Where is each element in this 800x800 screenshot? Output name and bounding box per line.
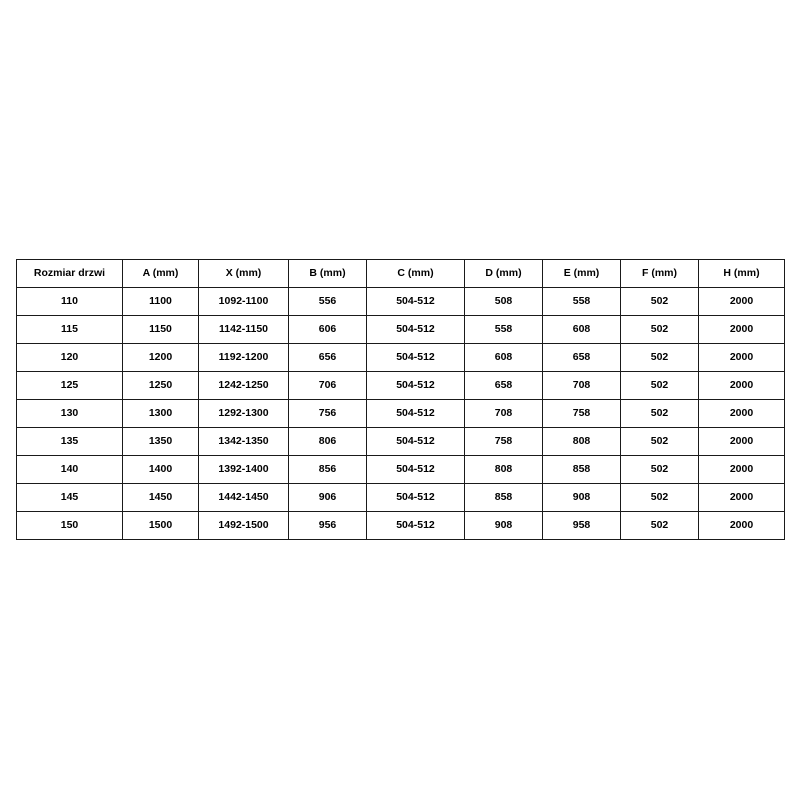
cell-x: 1392-1400: [199, 456, 289, 484]
cell-x: 1092-1100: [199, 288, 289, 316]
specification-table-container: [16, 259, 784, 540]
cell-door-size: 140: [17, 456, 123, 484]
cell-b: 706: [289, 372, 367, 400]
cell-h: 2000: [699, 428, 785, 456]
cell-door-size: 135: [17, 428, 123, 456]
cell-c: 504-512: [367, 456, 465, 484]
cell-a: 1350: [123, 428, 199, 456]
table-header: [17, 260, 785, 288]
cell-b: 756: [289, 400, 367, 428]
column-header-b: B (mm): [289, 260, 367, 288]
cell-door-size: 130: [17, 400, 123, 428]
table-row: [17, 288, 785, 316]
cell-e: 658: [543, 344, 621, 372]
column-header-door-size: Rozmiar drzwi: [17, 260, 123, 288]
cell-d: 908: [465, 512, 543, 540]
cell-b: 956: [289, 512, 367, 540]
cell-f: 502: [621, 484, 699, 512]
cell-f: 502: [621, 316, 699, 344]
cell-b: 856: [289, 456, 367, 484]
cell-e: 908: [543, 484, 621, 512]
cell-d: 608: [465, 344, 543, 372]
cell-f: 502: [621, 512, 699, 540]
column-header-h: H (mm): [699, 260, 785, 288]
specification-table: [16, 259, 785, 540]
cell-x: 1442-1450: [199, 484, 289, 512]
column-header-d: D (mm): [465, 260, 543, 288]
cell-b: 556: [289, 288, 367, 316]
cell-door-size: 115: [17, 316, 123, 344]
cell-e: 858: [543, 456, 621, 484]
cell-door-size: 125: [17, 372, 123, 400]
cell-x: 1292-1300: [199, 400, 289, 428]
cell-c: 504-512: [367, 484, 465, 512]
cell-h: 2000: [699, 316, 785, 344]
cell-b: 606: [289, 316, 367, 344]
cell-x: 1492-1500: [199, 512, 289, 540]
cell-x: 1142-1150: [199, 316, 289, 344]
cell-c: 504-512: [367, 288, 465, 316]
table-row: [17, 372, 785, 400]
table-header-row: [17, 260, 785, 288]
cell-a: 1500: [123, 512, 199, 540]
cell-f: 502: [621, 428, 699, 456]
cell-door-size: 145: [17, 484, 123, 512]
cell-e: 758: [543, 400, 621, 428]
cell-f: 502: [621, 456, 699, 484]
cell-x: 1242-1250: [199, 372, 289, 400]
table-row: [17, 400, 785, 428]
table-row: [17, 428, 785, 456]
cell-b: 906: [289, 484, 367, 512]
table-row: [17, 484, 785, 512]
cell-a: 1100: [123, 288, 199, 316]
cell-a: 1300: [123, 400, 199, 428]
cell-h: 2000: [699, 456, 785, 484]
column-header-x: X (mm): [199, 260, 289, 288]
cell-b: 656: [289, 344, 367, 372]
cell-x: 1192-1200: [199, 344, 289, 372]
cell-d: 858: [465, 484, 543, 512]
cell-f: 502: [621, 400, 699, 428]
cell-h: 2000: [699, 484, 785, 512]
cell-x: 1342-1350: [199, 428, 289, 456]
cell-e: 808: [543, 428, 621, 456]
cell-door-size: 110: [17, 288, 123, 316]
cell-d: 508: [465, 288, 543, 316]
cell-h: 2000: [699, 288, 785, 316]
cell-b: 806: [289, 428, 367, 456]
table-body: [17, 288, 785, 540]
column-header-c: C (mm): [367, 260, 465, 288]
cell-d: 558: [465, 316, 543, 344]
cell-e: 608: [543, 316, 621, 344]
cell-d: 658: [465, 372, 543, 400]
cell-a: 1200: [123, 344, 199, 372]
cell-door-size: 120: [17, 344, 123, 372]
cell-c: 504-512: [367, 344, 465, 372]
cell-f: 502: [621, 344, 699, 372]
cell-c: 504-512: [367, 316, 465, 344]
cell-d: 808: [465, 456, 543, 484]
cell-h: 2000: [699, 400, 785, 428]
table-row: [17, 512, 785, 540]
cell-a: 1250: [123, 372, 199, 400]
cell-e: 558: [543, 288, 621, 316]
cell-d: 758: [465, 428, 543, 456]
table-row: [17, 456, 785, 484]
cell-c: 504-512: [367, 512, 465, 540]
cell-d: 708: [465, 400, 543, 428]
column-header-f: F (mm): [621, 260, 699, 288]
table-row: [17, 316, 785, 344]
cell-e: 958: [543, 512, 621, 540]
cell-a: 1450: [123, 484, 199, 512]
cell-f: 502: [621, 288, 699, 316]
cell-f: 502: [621, 372, 699, 400]
cell-h: 2000: [699, 512, 785, 540]
cell-c: 504-512: [367, 400, 465, 428]
cell-a: 1400: [123, 456, 199, 484]
column-header-a: A (mm): [123, 260, 199, 288]
cell-h: 2000: [699, 372, 785, 400]
cell-c: 504-512: [367, 428, 465, 456]
cell-e: 708: [543, 372, 621, 400]
table-row: [17, 344, 785, 372]
cell-c: 504-512: [367, 372, 465, 400]
column-header-e: E (mm): [543, 260, 621, 288]
cell-door-size: 150: [17, 512, 123, 540]
cell-a: 1150: [123, 316, 199, 344]
cell-h: 2000: [699, 344, 785, 372]
